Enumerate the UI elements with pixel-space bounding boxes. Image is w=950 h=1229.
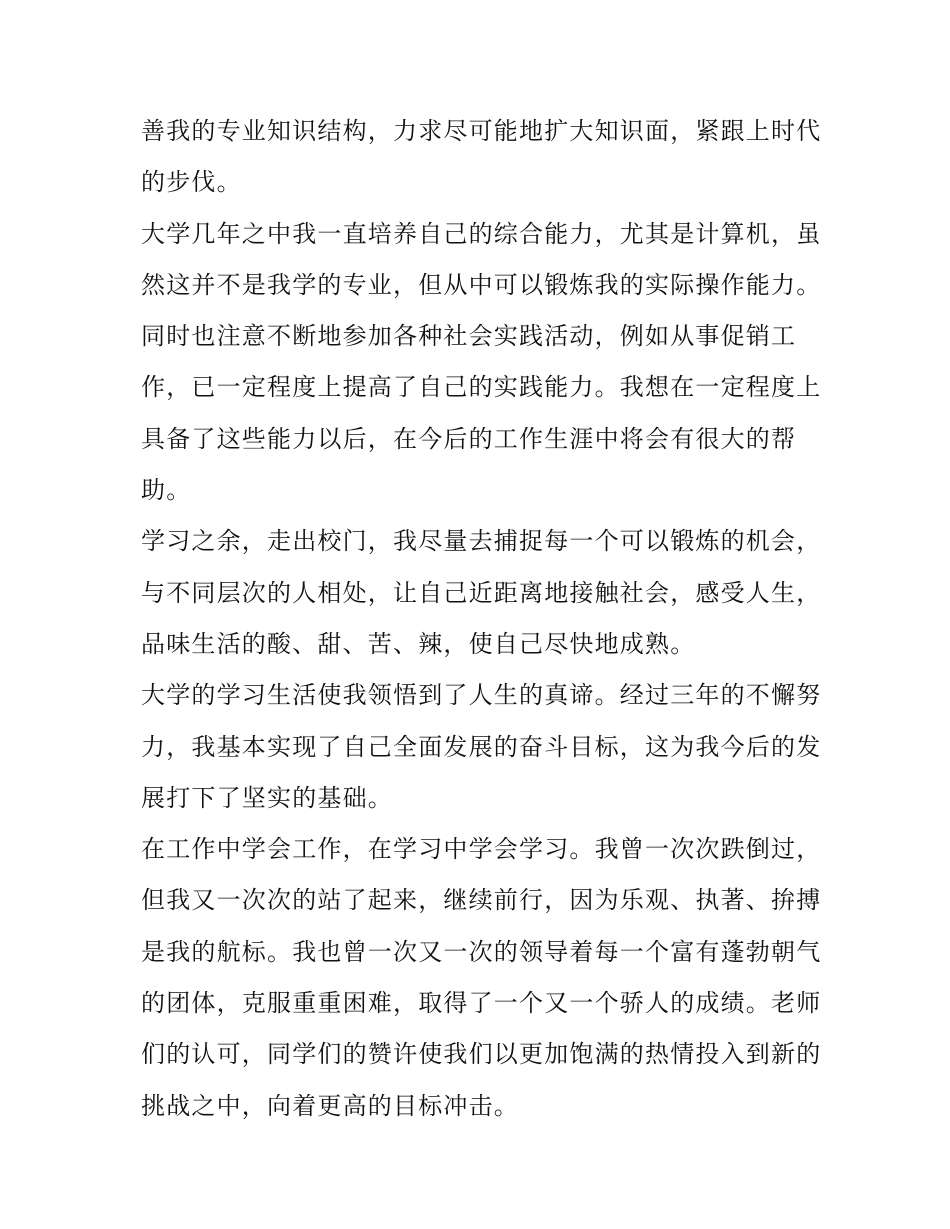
text-line-1: 善我的专业知识结构，力求尽可能地扩大知识面，紧跟上时代 (141, 117, 822, 145)
text-line-10: 与不同层次的人相处，让自己近距离地接触社会，感受人生， (141, 578, 822, 607)
text-line-5: 同时也注意不断地参加各种社会实践活动，例如从事促销工 (141, 322, 797, 351)
text-line-14: 展打下了坚实的基础。 (141, 783, 393, 812)
document-body (141, 106, 821, 1132)
text-line-15: 在工作中学会工作，在学习中学会学习。我曾一次次跌倒过， (141, 835, 822, 864)
text-line-18: 的团体，克服重重困难，取得了一个又一个骄人的成绩。老师 (141, 989, 822, 1018)
text-line-19: 们的认可，同学们的赞许使我们以更加饱满的热情投入到新的 (141, 1040, 822, 1069)
text-line-4: 然这并不是我学的专业，但从中可以锻炼我的实际操作能力。 (141, 270, 822, 299)
text-line-17: 是我的航标。我也曾一次又一次的领导着每一个富有蓬勃朝气 (141, 937, 822, 966)
text-line-9: 学习之余，走出校门，我尽量去捕捉每一个可以锻炼的机会， (141, 527, 822, 556)
text-line-8: 助。 (141, 476, 192, 505)
text-line-20: 挑战之中，向着更高的目标冲击。 (141, 1091, 519, 1120)
text-line-16: 但我又一次次的站了起来，继续前行，因为乐观、执著、拚搏 (141, 886, 822, 915)
text-line-6: 作，已一定程度上提高了自己的实践能力。我想在一定程度上 (141, 373, 822, 402)
text-line-13: 力，我基本实现了自己全面发展的奋斗目标，这为我今后的发 (141, 732, 822, 761)
text-line-3: 大学几年之中我一直培养自己的综合能力，尤其是计算机，虽 (141, 219, 822, 248)
text-line-12: 大学的学习生活使我领悟到了人生的真谛。经过三年的不懈努 (141, 681, 822, 710)
text-line-11: 品味生活的酸、甜、苦、辣，使自己尽快地成熟。 (141, 629, 696, 658)
text-line-2: 的步伐。 (141, 168, 242, 197)
text-line-7: 具备了这些能力以后，在今后的工作生涯中将会有很大的帮 (141, 424, 797, 453)
